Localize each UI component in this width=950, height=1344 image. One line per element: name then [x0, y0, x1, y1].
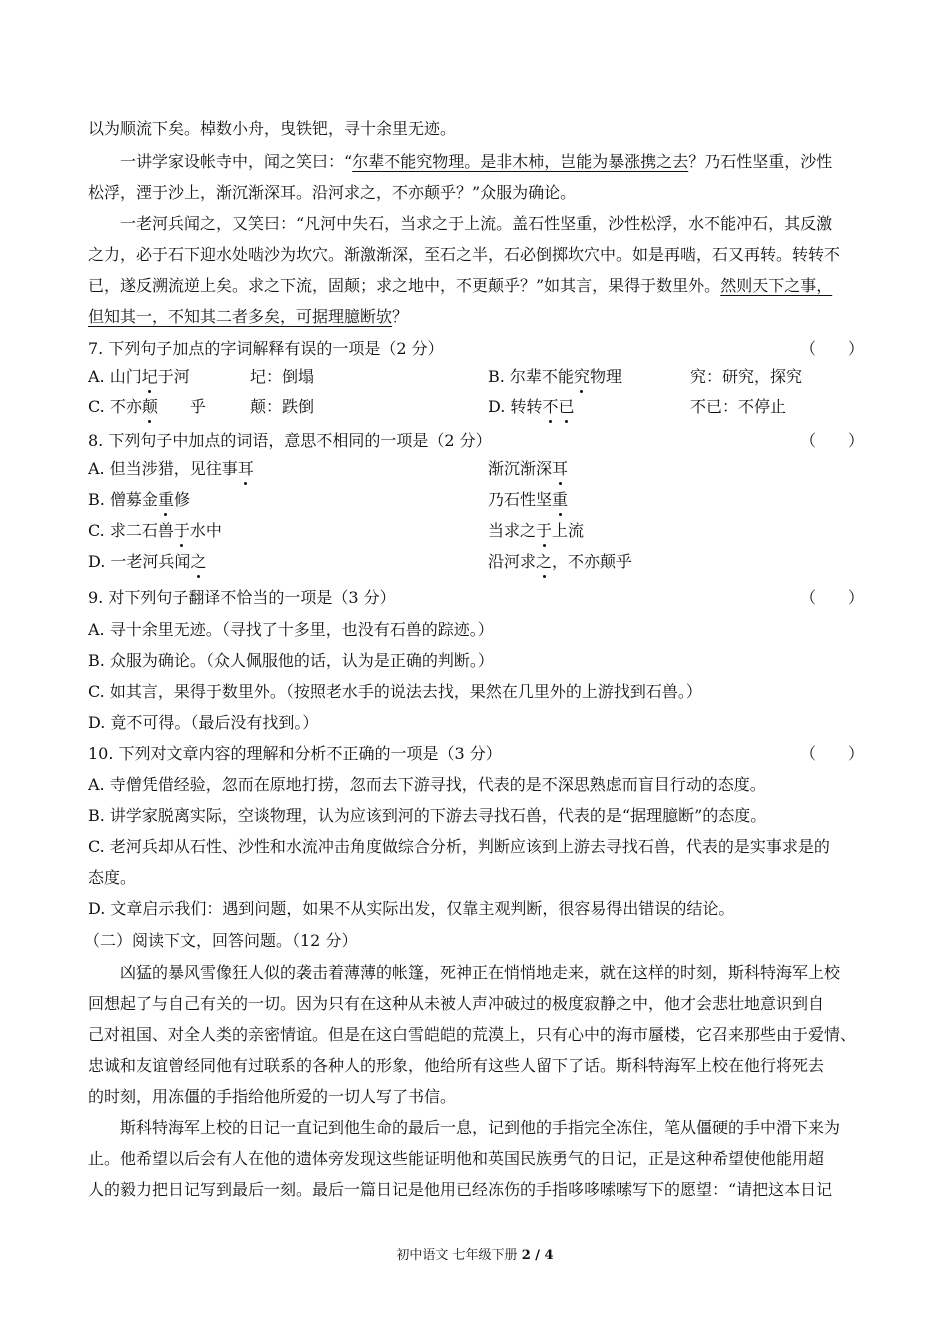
question-10-stem	[88, 743, 864, 765]
option-c[interactable]: C. 不亦	[88, 397, 142, 416]
question-10-option-b[interactable]	[88, 805, 864, 827]
section-2-p2-line1	[88, 1117, 864, 1139]
passage1-p3-line2	[88, 244, 864, 266]
question-7-row1	[88, 366, 864, 388]
dotted-char: 不	[542, 397, 559, 416]
passage1-p3-line3	[88, 275, 864, 297]
dotted-char: 之	[536, 552, 553, 571]
passage1-p2-line2	[88, 182, 864, 204]
text: 斯科特海军上校的日记一直记到他生命的最后一息，记到他的手指完全冻住，笔从僵硬的手中滑下来为	[120, 1118, 841, 1137]
section-2-p1-line1	[88, 962, 864, 984]
question-10-option-a[interactable]	[88, 774, 864, 796]
text: 物理	[589, 367, 622, 386]
option-text: B. 讲学家脱离实际，空谈物理，认为应该到河的下游去寻找石兽，代表的是“据理臆断”的态度。	[88, 806, 767, 825]
question-text: 9. 对下列句子翻译不恰当的一项是（3 分）	[88, 588, 396, 607]
dotted-char: 之	[190, 552, 207, 571]
option-b[interactable]: B. 尔辈不能	[488, 367, 574, 386]
option-a-explanation: 圮：倒塌	[250, 367, 315, 386]
dotted-char: 于	[173, 521, 190, 540]
text: 已，遂反溯流逆上矣。求之下流，固颠；求之地中，不更颠乎？”如其言，果得于数里外。	[88, 276, 721, 295]
passage1-p3-line4	[88, 306, 864, 328]
question-7-row2	[88, 396, 864, 418]
option-a[interactable]: A. 山门	[88, 367, 142, 386]
text: 于河	[157, 367, 190, 386]
option-text: C. 如其言，果得于数里外。（按照老水手的说法去找，果然在几里外的上游找到石兽。）	[88, 682, 702, 701]
question-8-row-c	[88, 520, 864, 542]
question-9-option-c[interactable]	[88, 681, 864, 703]
question-8-row-d	[88, 551, 864, 573]
text: 一老河兵闻之，又笑曰：“凡河中失石，当求之于上流。盖石性坚重，沙性松浮，水不能冲石，其反激	[120, 214, 833, 233]
section-2-heading	[84, 930, 860, 952]
footer-text: 初中语文 七年级下册	[396, 1248, 522, 1263]
text: 修	[173, 490, 190, 509]
dotted-char: 颠	[141, 397, 158, 416]
text: 松浮，湮于沙上，渐沉渐深耳。沿河求之，不亦颠乎？”众服为确论。	[88, 183, 577, 202]
text: 上流	[552, 521, 585, 540]
answer-blank[interactable]: （ ）	[799, 588, 864, 607]
option-d[interactable]: D. 转转	[488, 397, 543, 416]
dotted-char: 重	[157, 490, 174, 509]
text: 乃石性坚	[488, 490, 553, 509]
option-a[interactable]: A. 但当涉猎，见往事	[88, 459, 238, 478]
page-number: 2 / 4	[521, 1248, 554, 1263]
dotted-char: 圮	[141, 367, 158, 386]
option-text: C. 老河兵却从石性、沙性和水流冲击角度做综合分析，判断应该到上游去寻找石兽，代表的是实事求是的	[88, 837, 830, 856]
option-text: A. 寻十余里无迹。（寻找了十多里，也没有石兽的踪迹。）	[88, 620, 494, 639]
passage1-p3-line1	[88, 213, 864, 235]
text: 乎	[157, 397, 206, 416]
question-text: 10. 下列对文章内容的理解和分析不正确的一项是（3 分）	[88, 744, 502, 763]
question-8-stem	[88, 430, 864, 452]
answer-blank[interactable]: （ ）	[799, 744, 864, 763]
text: 一讲学家设帐寺中，闻之笑曰：“	[120, 152, 353, 171]
text: 己对祖国、对全人类的亲密情谊。但是在这白雪皑皑的荒漠上，只有心中的海市蜃楼，它召来那些由于爱情、	[88, 1025, 857, 1044]
text: ？	[392, 307, 409, 326]
question-10-option-c[interactable]	[88, 836, 864, 858]
option-text: D. 文章启示我们：遇到问题，如果不从实际出发，仅靠主观判断，很容易得出错误的结论。	[88, 899, 735, 918]
option-d[interactable]: D. 一老河兵闻	[88, 552, 191, 571]
option-text: D. 竟不可得。（最后没有找到。）	[88, 713, 319, 732]
text: 忠诚和友谊曾经同他有过联系的各种人的形象，他给所有这些人留下了话。斯科特海军上校在他行将死去	[88, 1056, 825, 1075]
text: 水中	[189, 521, 222, 540]
text: 沿河求	[488, 552, 537, 571]
section-2-p1-line3	[88, 1024, 864, 1046]
question-9-option-b[interactable]	[88, 650, 864, 672]
text: ？乃石性坚重，沙性	[688, 152, 833, 171]
question-9-option-d[interactable]	[88, 712, 864, 734]
option-text: 态度。	[88, 868, 137, 887]
question-text: 8. 下列句子中加点的词语，意思不相同的一项是（2 分）	[88, 431, 492, 450]
question-9-option-a[interactable]	[88, 619, 864, 641]
heading-text: （二）阅读下文，回答问题。（12 分）	[84, 931, 358, 950]
text: 人的毅力把日记写到最后一刻。最后一篇日记是他用已经冻伤的手指哆哆嗦嗦写下的愿望：“请把这本日记	[88, 1180, 833, 1199]
option-text: B. 众服为确论。（众人佩服他的话，认为是正确的判断。）	[88, 651, 494, 670]
passage1-line1	[88, 118, 864, 140]
dotted-char: 于	[536, 521, 553, 540]
dotted-char: 耳	[237, 459, 254, 478]
option-text: A. 寺僧凭借经验，忽而在原地打捞，忽而去下游寻找，代表的是不深思熟虑而盲目行动的态度。	[88, 775, 766, 794]
section-2-p1-line4	[88, 1055, 864, 1077]
passage1-p2-line1	[88, 151, 864, 173]
text: 之力，必于石下迎水处啮沙为坎穴。渐激渐深，至石之半，石必倒掷坎穴中。如是再啮，石又再转。转转不	[88, 245, 841, 264]
section-2-p1-line2	[88, 993, 864, 1015]
dotted-char: 究	[573, 367, 590, 386]
page-footer	[0, 1247, 950, 1265]
option-d-explanation: 不已：不停止	[690, 397, 787, 416]
text: 的时刻，用冻僵的手指给他所爱的一切人写了书信。	[88, 1087, 457, 1106]
question-10-option-c-cont	[88, 867, 864, 889]
text: ，不亦颠乎	[552, 552, 633, 571]
answer-blank[interactable]: （ ）	[799, 431, 864, 450]
question-8-row-a	[88, 458, 864, 480]
question-text: 7. 下列句子加点的字词解释有误的一项是（2 分）	[88, 339, 444, 358]
text: 渐沉渐深	[488, 459, 553, 478]
text: 当求之	[488, 521, 537, 540]
text: 以为顺流下矣。棹数小舟，曳铁钯，寻十余里无迹。	[88, 119, 457, 138]
text: 回想起了与自己有关的一切。因为只有在这种从未被人声冲破过的极度寂静之中，他才会悲壮地意识到自	[88, 994, 825, 1013]
underlined-sentence: 但知其一，不知其二者多矣，可据理臆断欤	[88, 307, 393, 326]
section-2-p1-line5	[88, 1086, 864, 1108]
underlined-sentence: 然则天下之事，	[720, 276, 833, 295]
answer-blank[interactable]: （ ）	[799, 339, 864, 358]
option-c[interactable]: C. 求二石兽	[88, 521, 174, 540]
section-2-p2-line2	[88, 1148, 864, 1170]
question-10-option-d[interactable]	[88, 898, 864, 920]
question-8-row-b	[88, 489, 864, 511]
question-7-stem	[88, 338, 864, 360]
dotted-char: 耳	[552, 459, 569, 478]
option-c-explanation: 颠：跌倒	[250, 397, 315, 416]
text: 凶猛的暴风雪像狂人似的袭击着薄薄的帐篷，死神正在悄悄地走来，就在这样的时刻，斯科特海军上校	[120, 963, 841, 982]
underlined-quote: 尔辈不能究物理。是非木柿，岂能为暴涨携之去	[352, 152, 689, 171]
option-b-explanation: 究：研究，探究	[690, 367, 803, 386]
option-b[interactable]: B. 僧募金	[88, 490, 158, 509]
text: 止。他希望以后会有人在他的遗体旁发现这些能证明他和英国民族勇气的日记，正是这种希望使他能用超	[88, 1149, 825, 1168]
question-9-stem	[88, 587, 864, 609]
section-2-p2-line3	[88, 1179, 864, 1201]
dotted-char: 已	[558, 397, 575, 416]
dotted-char: 重	[552, 490, 569, 509]
